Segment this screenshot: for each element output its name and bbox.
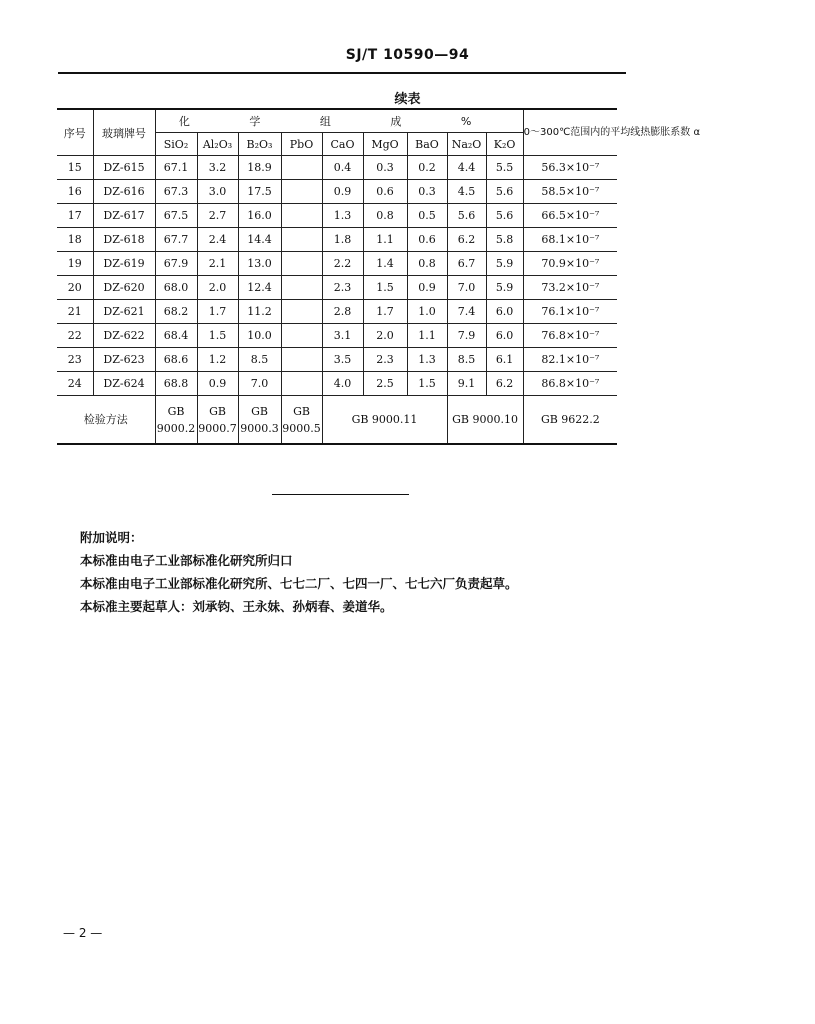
test-method-row	[57, 396, 617, 445]
method-cao-mgo-bao: GB 9000.11	[322, 396, 447, 445]
cell-brand: DZ-620	[93, 276, 155, 300]
cell-al2o3: 2.1	[197, 252, 238, 276]
cell-al2o3: 2.4	[197, 228, 238, 252]
cell-brand: DZ-621	[93, 300, 155, 324]
cell-brand: DZ-622	[93, 324, 155, 348]
cell-mgo: 1.5	[363, 276, 407, 300]
cell-cao: 2.3	[322, 276, 363, 300]
method-sio2-line1: GB	[167, 404, 185, 418]
table-row	[57, 276, 617, 300]
cell-b2o3: 14.4	[238, 228, 281, 252]
table-row	[57, 372, 617, 396]
cell-pbo	[281, 372, 322, 396]
cell-k2o: 5.6	[486, 204, 523, 228]
cell-mgo: 1.1	[363, 228, 407, 252]
cell-sio2: 67.9	[155, 252, 197, 276]
cell-pbo	[281, 252, 322, 276]
page-number: — 2 —	[63, 926, 103, 940]
cell-b2o3: 8.5	[238, 348, 281, 372]
alpha-header: 0～300℃范围内的平均线热膨胀系数 α	[523, 109, 617, 156]
cell-sio2: 68.0	[155, 276, 197, 300]
cell-b2o3: 13.0	[238, 252, 281, 276]
cell-alpha: 76.8×10⁻⁷	[523, 324, 617, 348]
method-pbo-line2: 9000.5	[282, 421, 321, 435]
cell-mgo: 2.0	[363, 324, 407, 348]
cell-cao: 2.8	[322, 300, 363, 324]
col-seq-header: 序号	[57, 109, 93, 156]
method-b2o3-line2: 9000.3	[240, 421, 279, 435]
cell-k2o: 6.1	[486, 348, 523, 372]
notes-title: 附加说明：	[80, 530, 143, 545]
cell-na2o: 6.2	[447, 228, 486, 252]
cell-pbo	[281, 300, 322, 324]
method-b2o3	[238, 396, 281, 445]
method-al2o3-line2: 9000.7	[198, 421, 237, 435]
cell-seq: 22	[57, 324, 93, 348]
cell-seq: 19	[57, 252, 93, 276]
header-rule	[58, 72, 626, 74]
cell-brand: DZ-616	[93, 180, 155, 204]
cell-sio2: 67.1	[155, 156, 197, 180]
col-sio2-header: SiO₂	[155, 133, 197, 156]
col-brand-header: 玻璃牌号	[93, 109, 155, 156]
cell-na2o: 5.6	[447, 204, 486, 228]
method-al2o3	[197, 396, 238, 445]
cell-na2o: 7.9	[447, 324, 486, 348]
cell-b2o3: 18.9	[238, 156, 281, 180]
col-bao-header: BaO	[407, 133, 447, 156]
cell-seq: 18	[57, 228, 93, 252]
table-row	[57, 252, 617, 276]
cell-alpha: 76.1×10⁻⁷	[523, 300, 617, 324]
method-pbo-line1: GB	[293, 404, 310, 418]
cell-na2o: 6.7	[447, 252, 486, 276]
cell-bao: 0.8	[407, 252, 447, 276]
notes-line-2: 本标准由电子工业部标准化研究所、七七二厂、七四一厂、七七六厂负责起草。	[80, 576, 518, 591]
cell-sio2: 68.4	[155, 324, 197, 348]
cell-brand: DZ-623	[93, 348, 155, 372]
cell-alpha: 58.5×10⁻⁷	[523, 180, 617, 204]
cell-pbo	[281, 324, 322, 348]
method-sio2-line2: 9000.2	[156, 421, 196, 435]
col-cao-header: CaO	[322, 133, 363, 156]
cell-cao: 3.5	[322, 348, 363, 372]
cell-brand: DZ-624	[93, 372, 155, 396]
table-row	[57, 348, 617, 372]
cell-b2o3: 10.0	[238, 324, 281, 348]
cell-sio2: 68.8	[155, 372, 197, 396]
cell-seq: 21	[57, 300, 93, 324]
cell-pbo	[281, 228, 322, 252]
cell-brand: DZ-617	[93, 204, 155, 228]
cell-mgo: 0.8	[363, 204, 407, 228]
cell-bao: 1.3	[407, 348, 447, 372]
cell-mgo: 2.5	[363, 372, 407, 396]
cell-sio2: 67.7	[155, 228, 197, 252]
cell-b2o3: 16.0	[238, 204, 281, 228]
cell-na2o: 4.5	[447, 180, 486, 204]
cell-al2o3: 3.2	[197, 156, 238, 180]
cell-bao: 0.5	[407, 204, 447, 228]
cell-k2o: 6.0	[486, 324, 523, 348]
cell-al2o3: 3.0	[197, 180, 238, 204]
table-row	[57, 156, 617, 180]
cell-mgo: 0.6	[363, 180, 407, 204]
cell-pbo	[281, 156, 322, 180]
method-sio2	[155, 396, 197, 445]
cell-mgo: 0.3	[363, 156, 407, 180]
cell-cao: 1.3	[322, 204, 363, 228]
cell-pbo	[281, 348, 322, 372]
cell-na2o: 7.4	[447, 300, 486, 324]
cell-al2o3: 1.2	[197, 348, 238, 372]
cell-bao: 0.2	[407, 156, 447, 180]
additional-notes	[80, 526, 760, 618]
cell-bao: 1.0	[407, 300, 447, 324]
cell-cao: 4.0	[322, 372, 363, 396]
cell-mgo: 1.4	[363, 252, 407, 276]
cell-sio2: 67.3	[155, 180, 197, 204]
cell-cao: 0.9	[322, 180, 363, 204]
table-body	[57, 156, 617, 445]
cell-seq: 15	[57, 156, 93, 180]
cell-seq: 20	[57, 276, 93, 300]
cell-cao: 3.1	[322, 324, 363, 348]
cell-b2o3: 17.5	[238, 180, 281, 204]
table-row	[57, 180, 617, 204]
cell-k2o: 5.9	[486, 252, 523, 276]
cell-alpha: 86.8×10⁻⁷	[523, 372, 617, 396]
table-row	[57, 300, 617, 324]
cell-seq: 17	[57, 204, 93, 228]
notes-line-1: 本标准由电子工业部标准化研究所归口	[80, 553, 293, 568]
table-row	[57, 204, 617, 228]
cell-b2o3: 7.0	[238, 372, 281, 396]
cell-brand: DZ-615	[93, 156, 155, 180]
col-al2o3-header: Al₂O₃	[197, 133, 238, 156]
method-alpha: GB 9622.2	[523, 396, 617, 445]
col-na2o-header: Na₂O	[447, 133, 486, 156]
col-mgo-header: MgO	[363, 133, 407, 156]
cell-k2o: 6.0	[486, 300, 523, 324]
cell-alpha: 68.1×10⁻⁷	[523, 228, 617, 252]
cell-pbo	[281, 180, 322, 204]
cell-pbo	[281, 276, 322, 300]
method-b2o3-line1: GB	[251, 404, 268, 418]
table-caption: 续表	[394, 92, 421, 107]
cell-na2o: 7.0	[447, 276, 486, 300]
cell-bao: 1.1	[407, 324, 447, 348]
chemical-composition-header: 化 学 组 成 %	[155, 109, 523, 133]
cell-sio2: 67.5	[155, 204, 197, 228]
cell-b2o3: 11.2	[238, 300, 281, 324]
cell-alpha: 82.1×10⁻⁷	[523, 348, 617, 372]
cell-alpha: 70.9×10⁻⁷	[523, 252, 617, 276]
cell-cao: 2.2	[322, 252, 363, 276]
cell-mgo: 1.7	[363, 300, 407, 324]
notes-line-3: 本标准主要起草人：刘承钧、王永妹、孙炳春、姜道华。	[80, 599, 393, 614]
method-al2o3-line1: GB	[209, 404, 226, 418]
standard-code: SJ/T 10590—94	[345, 47, 470, 63]
cell-alpha: 73.2×10⁻⁷	[523, 276, 617, 300]
table-row	[57, 324, 617, 348]
cell-bao: 0.6	[407, 228, 447, 252]
cell-cao: 0.4	[322, 156, 363, 180]
cell-k2o: 5.8	[486, 228, 523, 252]
composition-table	[57, 108, 701, 445]
test-method-label: 检验方法	[57, 396, 155, 445]
cell-al2o3: 1.7	[197, 300, 238, 324]
cell-k2o: 5.6	[486, 180, 523, 204]
cell-seq: 24	[57, 372, 93, 396]
cell-bao: 1.5	[407, 372, 447, 396]
cell-sio2: 68.6	[155, 348, 197, 372]
col-pbo-header: PbO	[281, 133, 322, 156]
cell-cao: 1.8	[322, 228, 363, 252]
cell-al2o3: 1.5	[197, 324, 238, 348]
cell-al2o3: 0.9	[197, 372, 238, 396]
cell-k2o: 5.5	[486, 156, 523, 180]
cell-pbo	[281, 204, 322, 228]
col-b2o3-header: B₂O₃	[238, 133, 281, 156]
method-na2o-k2o: GB 9000.10	[447, 396, 523, 445]
cell-k2o: 5.9	[486, 276, 523, 300]
cell-k2o: 6.2	[486, 372, 523, 396]
cell-na2o: 9.1	[447, 372, 486, 396]
cell-bao: 0.9	[407, 276, 447, 300]
cell-sio2: 68.2	[155, 300, 197, 324]
cell-alpha: 66.5×10⁻⁷	[523, 204, 617, 228]
cell-mgo: 2.3	[363, 348, 407, 372]
cell-na2o: 8.5	[447, 348, 486, 372]
cell-brand: DZ-619	[93, 252, 155, 276]
table-row	[57, 228, 617, 252]
cell-seq: 23	[57, 348, 93, 372]
cell-brand: DZ-618	[93, 228, 155, 252]
col-k2o-header: K₂O	[486, 133, 523, 156]
end-of-standard-rule	[272, 494, 409, 495]
cell-al2o3: 2.7	[197, 204, 238, 228]
cell-alpha: 56.3×10⁻⁷	[523, 156, 617, 180]
cell-na2o: 4.4	[447, 156, 486, 180]
cell-seq: 16	[57, 180, 93, 204]
cell-b2o3: 12.4	[238, 276, 281, 300]
method-pbo	[281, 396, 322, 445]
cell-bao: 0.3	[407, 180, 447, 204]
cell-al2o3: 2.0	[197, 276, 238, 300]
